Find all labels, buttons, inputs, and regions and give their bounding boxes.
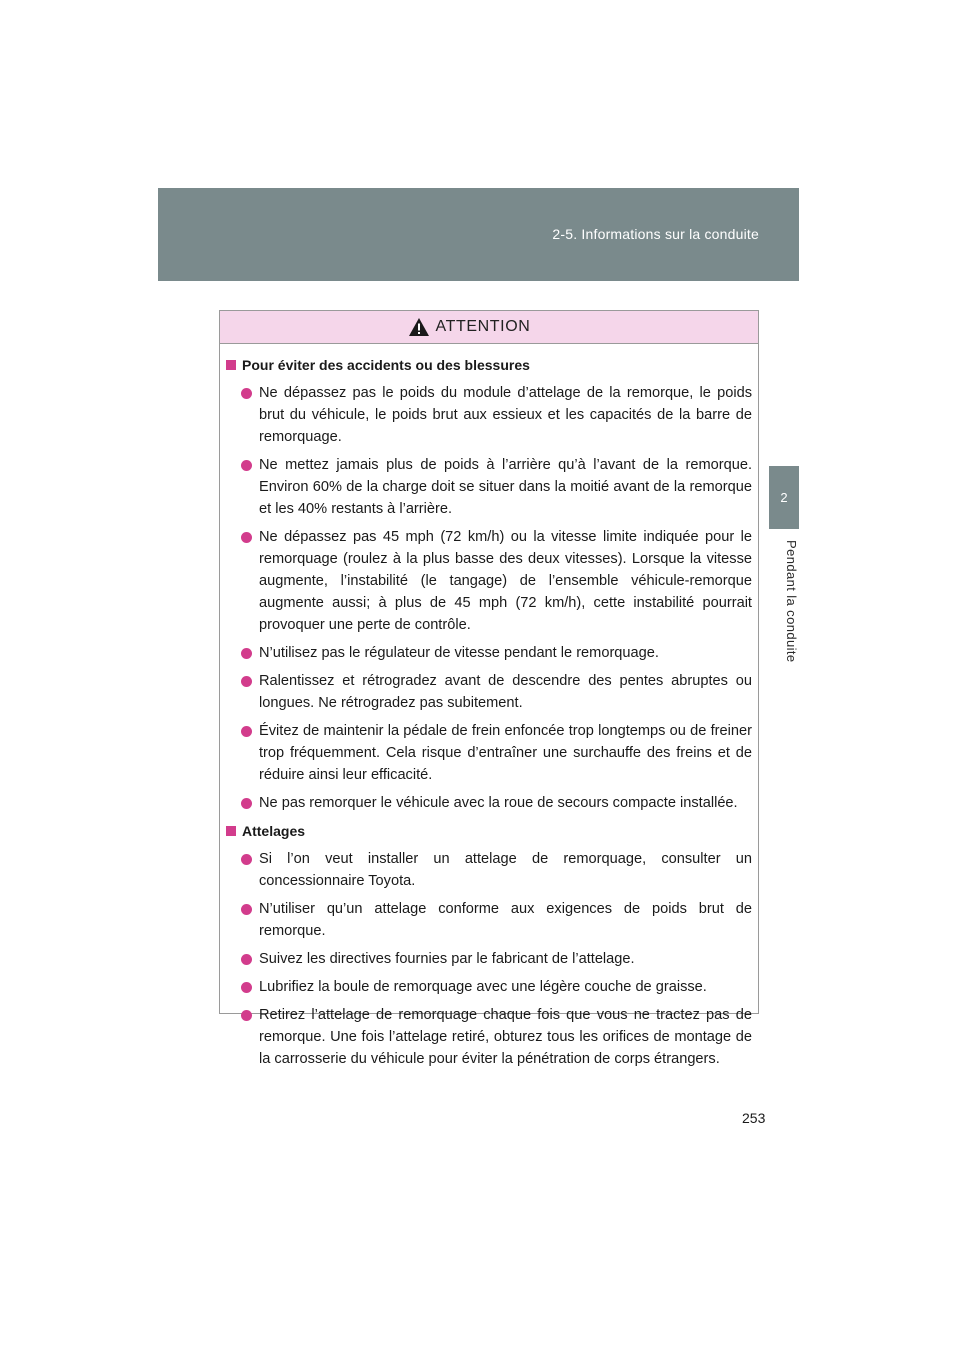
page-number: 253 bbox=[742, 1110, 766, 1126]
list-item: Si l’on veut installer un attelage de remorquage, consulter un concessionnaire Toyota. bbox=[226, 848, 752, 892]
attention-content bbox=[220, 344, 758, 1070]
bullet-dot-icon bbox=[241, 904, 252, 915]
bullet-dot-icon bbox=[241, 798, 252, 809]
header-band bbox=[158, 188, 799, 281]
bullet-dot-icon bbox=[241, 982, 252, 993]
section-heading: Attelages bbox=[226, 820, 752, 842]
bullet-dot-icon bbox=[241, 648, 252, 659]
bullet-dot-icon bbox=[241, 854, 252, 865]
list-item: Ralentissez et rétrogradez avant de descendre des pentes abruptes ou longues. Ne rétrogradez pas subitement. bbox=[226, 670, 752, 714]
bullet-list bbox=[226, 848, 752, 1070]
bullet-dot-icon bbox=[241, 1010, 252, 1021]
bullet-dot-icon bbox=[241, 676, 252, 687]
list-item: Ne mettez jamais plus de poids à l’arrière qu’à l’avant de la remorque. Environ 60% de la charge doit se situer dans la moitié avant de la remorque et les 40% restants à l’arrière. bbox=[226, 454, 752, 520]
list-item: Lubrifiez la boule de remorquage avec une légère couche de graisse. bbox=[226, 976, 752, 998]
bullet-dot-icon bbox=[241, 460, 252, 471]
chapter-number: 2 bbox=[780, 490, 788, 505]
list-item: N’utilisez pas le régulateur de vitesse pendant le remorquage. bbox=[226, 642, 752, 664]
section-heading: Pour éviter des accidents ou des blessures bbox=[226, 354, 752, 376]
list-item: Ne dépassez pas le poids du module d’attelage de la remorque, le poids brut du véhicule, le poids brut aux essieux et les capacités de la barre de remorquage. bbox=[226, 382, 752, 448]
list-item: Ne dépassez pas 45 mph (72 km/h) ou la vitesse limite indiquée pour le remorquage (roulez à la plus basse des deux vitesses). Lorsque la vitesse augmente, l’instabilité (le tangage) de l’ensemble véhicule-remorque augmente aussi; à plus de 45 mph (72 km/h), cette instabilité pourrait provoquer une perte de contrôle. bbox=[226, 526, 752, 636]
attention-title: ATTENTION bbox=[435, 318, 531, 335]
list-item: Suivez les directives fournies par le fabricant de l’attelage. bbox=[226, 948, 752, 970]
list-item: N’utiliser qu’un attelage conforme aux exigences de poids brut de remorque. bbox=[226, 898, 752, 942]
list-item: Retirez l’attelage de remorquage chaque fois que vous ne tractez pas de remorque. Une fois l’attelage retiré, obturez tous les orifices de montage de la carrosserie du véhicule pour éviter la pénétration de corps étrangers. bbox=[226, 1004, 752, 1070]
attention-box bbox=[219, 310, 759, 1067]
bullet-dot-icon bbox=[241, 388, 252, 399]
list-item: Ne pas remorquer le véhicule avec la roue de secours compacte installée. bbox=[226, 792, 752, 814]
bullet-dot-icon bbox=[241, 726, 252, 737]
square-bullet-icon bbox=[226, 360, 236, 370]
bullet-dot-icon bbox=[241, 954, 252, 965]
list-item: Évitez de maintenir la pédale de frein enfoncée trop longtemps ou de freiner trop fréquemment. Cela risque d’entraîner une surchauffe des freins et de réduire ainsi leur efficacité. bbox=[226, 720, 752, 786]
chapter-label: Pendant la conduite bbox=[784, 540, 799, 663]
warning-triangle-icon bbox=[408, 317, 430, 337]
attention-header bbox=[220, 311, 758, 344]
chapter-tab bbox=[769, 466, 799, 529]
square-bullet-icon bbox=[226, 826, 236, 836]
section-title: 2-5. Informations sur la conduite bbox=[552, 226, 759, 242]
bullet-dot-icon bbox=[241, 532, 252, 543]
bullet-list bbox=[226, 382, 752, 814]
